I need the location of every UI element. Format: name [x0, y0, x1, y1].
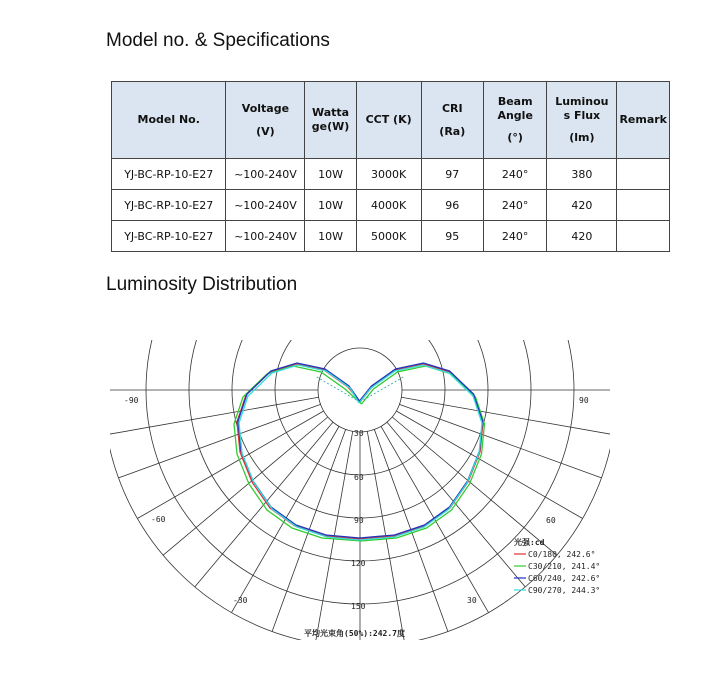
grid-spoke — [118, 404, 320, 478]
specs-heading: Model no. & Specifications — [106, 30, 330, 51]
cell-luminous-flux: 420 — [547, 221, 617, 252]
cell-cri: 95 — [421, 221, 484, 252]
header-voltage — [226, 82, 305, 159]
angle-labels — [124, 396, 589, 605]
table-row — [112, 159, 670, 190]
cell-voltage: ~100-240V — [226, 159, 305, 190]
grid-spoke — [392, 417, 557, 555]
table-row — [112, 190, 670, 221]
header-cri — [421, 82, 484, 159]
grid-ring — [318, 348, 402, 432]
radial-label: 90 — [354, 516, 364, 525]
header-line: (°) — [507, 130, 523, 144]
header-line: (Ra) — [439, 124, 466, 138]
header-model-no — [112, 82, 226, 159]
cell-wattage: 10W — [305, 159, 356, 190]
header-line: Luminou — [555, 95, 609, 109]
cell-model-no: YJ-BC-RP-10-E27 — [112, 221, 226, 252]
cell-voltage: ~100-240V — [226, 221, 305, 252]
cell-luminous-flux: 380 — [547, 159, 617, 190]
cell-model-no: YJ-BC-RP-10-E27 — [112, 159, 226, 190]
grid-spoke — [399, 404, 601, 478]
grid-spoke — [137, 411, 323, 519]
radial-label: 150 — [351, 602, 366, 611]
header-cct — [356, 82, 421, 159]
cell-remark — [617, 190, 670, 221]
legend-entry: C0/180, 242.6° — [528, 550, 596, 559]
radial-labels — [351, 429, 366, 611]
cell-wattage: 10W — [305, 221, 356, 252]
header-line: CRI — [441, 101, 463, 115]
grid-spoke — [387, 422, 525, 587]
cell-cct: 3000K — [356, 159, 421, 190]
header-line: Voltage — [241, 101, 290, 115]
header-line: Beam — [497, 95, 533, 109]
cell-cct: 5000K — [356, 221, 421, 252]
table-header-row — [112, 82, 670, 159]
radial-label: 60 — [354, 473, 364, 482]
spec-table — [111, 81, 670, 252]
cell-luminous-flux: 420 — [547, 190, 617, 221]
grid-spoke — [163, 417, 328, 555]
cell-cct: 4000K — [356, 190, 421, 221]
inner-guide — [315, 376, 405, 402]
grid-spoke — [396, 411, 582, 519]
header-line: Angle — [497, 109, 533, 123]
header-gap — [424, 116, 482, 125]
header-wattage — [305, 82, 356, 159]
cell-cri: 96 — [421, 190, 484, 221]
header-line: (V) — [256, 124, 275, 138]
header-line: s Flux — [563, 109, 601, 123]
table-row — [112, 221, 670, 252]
angle-label: -60 — [151, 515, 166, 524]
polar-grid — [110, 340, 610, 640]
header-beam-angle — [484, 82, 547, 159]
distribution-heading: Luminosity Distribution — [106, 274, 298, 295]
radial-label: 30 — [354, 429, 364, 438]
cell-wattage: 10W — [305, 190, 356, 221]
radial-label: 120 — [351, 559, 366, 568]
header-remark — [617, 82, 670, 159]
cell-beam-angle: 240° — [484, 159, 547, 190]
cell-model-no: YJ-BC-RP-10-E27 — [112, 190, 226, 221]
legend-entry: C60/240, 242.6° — [528, 574, 601, 583]
legend-title: 光强:cd — [514, 538, 545, 547]
polar-chart — [110, 340, 610, 640]
legend-entry: C90/270, 244.3° — [528, 586, 601, 595]
header-luminous-flux — [547, 82, 617, 159]
header-line: CCT (K) — [365, 113, 412, 127]
cell-beam-angle: 240° — [484, 221, 547, 252]
header-line: ge(W) — [311, 120, 350, 133]
angle-label: -90 — [124, 396, 139, 405]
header-gap — [228, 116, 302, 125]
angle-label: 60 — [546, 516, 556, 525]
angle-label: 90 — [579, 396, 589, 405]
header-line: Remark — [619, 113, 667, 127]
grid-spoke — [110, 397, 319, 434]
angle-label: -30 — [233, 596, 248, 605]
chart-legend — [514, 537, 600, 595]
header-line: Model No. — [137, 113, 200, 127]
distribution-curve — [234, 366, 485, 541]
cell-remark — [617, 159, 670, 190]
cell-remark — [617, 221, 670, 252]
cell-voltage: ~100-240V — [226, 190, 305, 221]
chart-footer: 平均光束角(50%):242.7度 — [304, 629, 405, 638]
cell-cri: 97 — [421, 159, 484, 190]
cell-beam-angle: 240° — [484, 190, 547, 221]
header-line: (lm) — [569, 130, 595, 144]
angle-label: 30 — [467, 596, 477, 605]
legend-entry: C30/210, 241.4° — [528, 562, 601, 571]
header-line: Watta — [311, 106, 350, 120]
